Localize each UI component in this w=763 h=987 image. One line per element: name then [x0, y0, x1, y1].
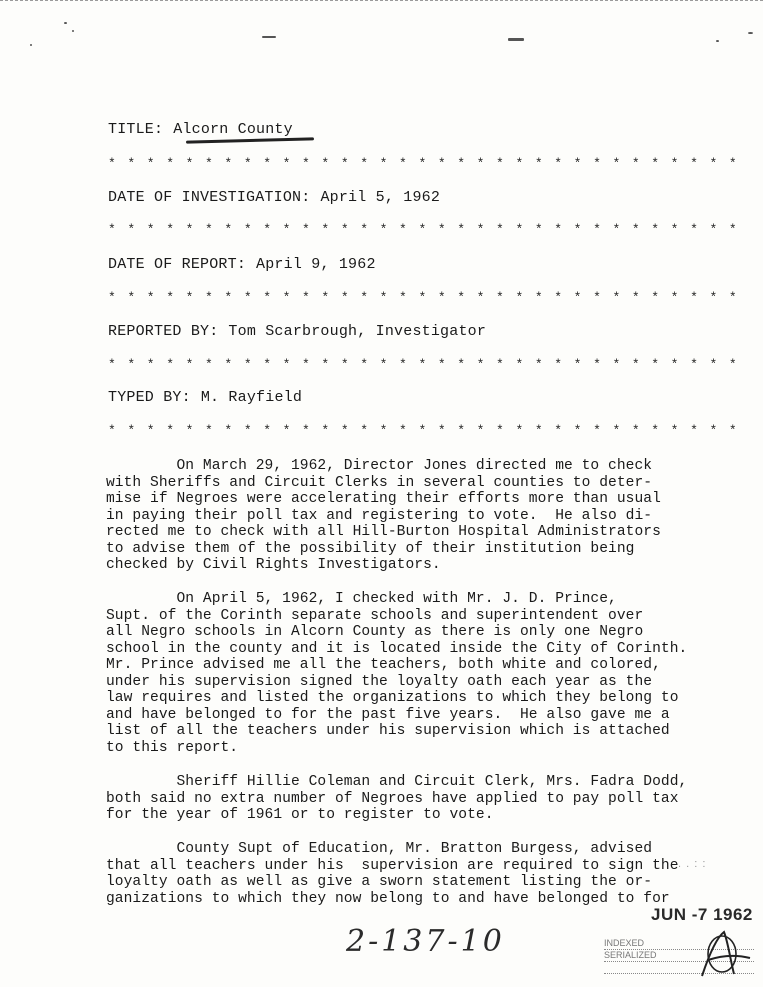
paragraph-3: Sheriff Hillie Coleman and Circuit Clerk, Mrs. Fadra Dodd, both said no extra number of Negroes have applied to pay poll tax for the year of 1961 or to register to vote.	[106, 774, 688, 823]
title-underline	[186, 137, 314, 143]
scan-speck	[64, 22, 67, 24]
date-stamp: JUN -7 1962	[651, 905, 753, 924]
report-date-field	[108, 256, 376, 273]
scan-speck	[30, 44, 32, 46]
handwritten-file-number: 2-137-10	[346, 924, 505, 959]
typed-by-label: TYPED BY:	[108, 389, 191, 406]
investigation-date-value: April 5, 1962	[320, 189, 441, 206]
typed-by-field	[108, 389, 302, 406]
reported-by-field	[108, 323, 486, 340]
handwritten-initials	[694, 928, 754, 980]
scan-speck	[716, 40, 719, 42]
paragraph-1: On March 29, 1962, Director Jones directed me to check with Sheriffs and Circuit Clerks in several counties to deter- mise if Negroes were accelerating their efforts more than usual in paying their poll tax and registering to vote. He also di- rected me to check with all Hill-Burton Hospital Administrators to advise them of the possibility of their institution being checked by Civil Rights Investigators.	[106, 458, 661, 573]
page-top-edge	[0, 0, 763, 3]
reported-by-label: REPORTED BY:	[108, 323, 219, 340]
separator-row: * * * * * * * * * * * * * * * * * * * * * * * * * * * * * * * * *	[108, 222, 739, 237]
reported-by-value: Tom Scarbrough, Investigator	[228, 323, 487, 340]
title-value: Alcorn County	[173, 121, 293, 138]
paragraph-4: County Supt of Education, Mr. Bratton Burgess, advised that all teachers under his supervision are required to sign the loyalty oath as well as give a sworn statement listing the or- ganizations to which they now belong to and have belonged to for	[106, 841, 679, 907]
scan-speck	[262, 36, 276, 38]
title-field	[108, 121, 293, 138]
scan-speck	[72, 30, 74, 32]
title-label: TITLE:	[108, 121, 164, 138]
scan-speck	[748, 32, 753, 34]
typed-by-value: M. Rayfield	[200, 389, 303, 406]
investigation-date-label: DATE OF INVESTIGATION:	[108, 189, 311, 206]
separator-row: * * * * * * * * * * * * * * * * * * * * * * * * * * * * * * * * *	[108, 290, 739, 305]
investigation-date-field	[108, 189, 440, 206]
paragraph-2: On April 5, 1962, I checked with Mr. J. D. Prince, Supt. of the Corinth separate schools and superintendent over all Negro schools in Alcorn County as there is only one Negro school in the county and it is located inside the City of Corinth. Mr. Prince advised me all the teachers, both white and colored, under his supervision signed the loyalty oath each year as the law requires and listed the organizations to which they belong to and have belonged to for the past five years. He also gave me a list of all the teachers under his supervision which is attached to this report.	[106, 591, 688, 756]
bleed-through-mark: . . : :	[678, 858, 707, 870]
index-stamp-line: INDEXED	[604, 938, 754, 950]
separator-row: * * * * * * * * * * * * * * * * * * * * * * * * * * * * * * * * *	[108, 423, 739, 438]
separator-row: * * * * * * * * * * * * * * * * * * * * * * * * * * * * * * * * *	[108, 357, 739, 372]
scan-speck	[508, 38, 524, 41]
separator-row: * * * * * * * * * * * * * * * * * * * * * * * * * * * * * * * * *	[108, 156, 739, 171]
index-stamp-line: SERIALIZED	[604, 950, 754, 962]
report-date-label: DATE OF REPORT:	[108, 256, 247, 273]
report-date-value: April 9, 1962	[256, 256, 376, 273]
